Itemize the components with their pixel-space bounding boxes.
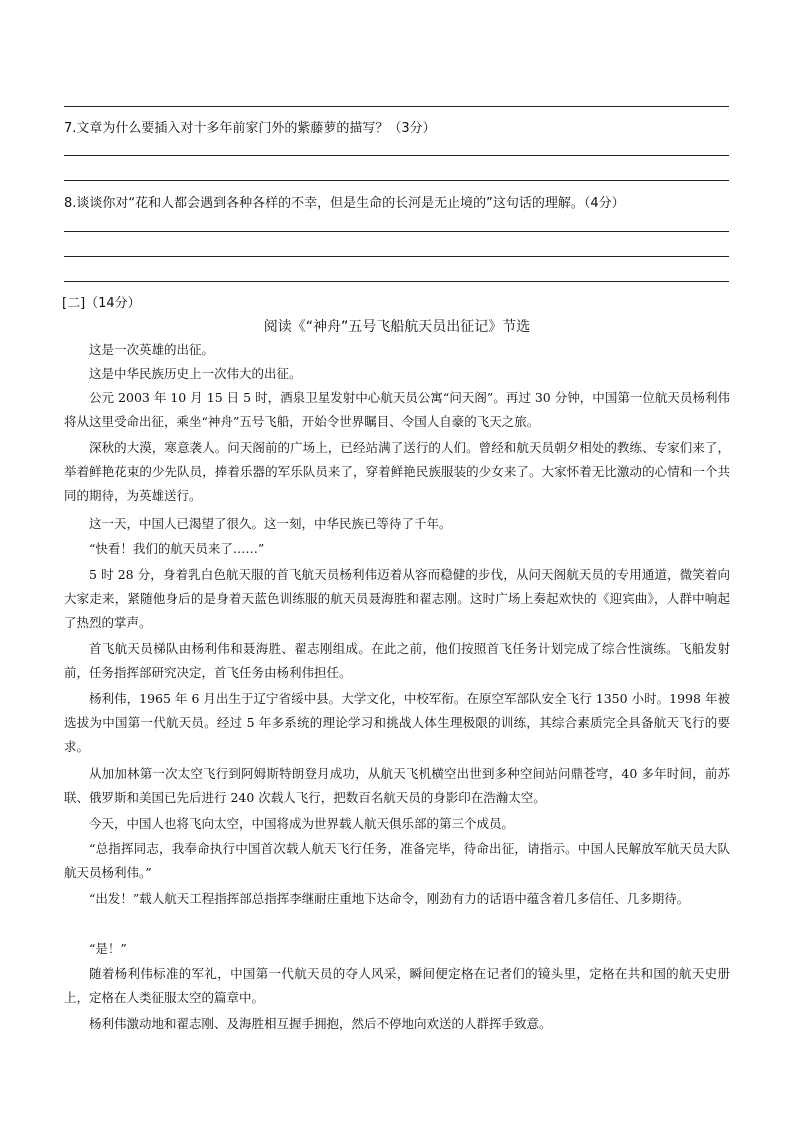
answer-line-5[interactable] — [64, 256, 729, 257]
passage-paragraph-15: 随着杨利伟标准的军礼，中国第一代航天员的夺人风采，瞬间便定格在记者们的镜头里，定格在共和国的航天史册上，定格在人类征服太空的篇章中。 — [64, 966, 730, 1005]
answer-line-1[interactable] — [64, 106, 729, 107]
answer-line-6[interactable] — [64, 281, 729, 282]
passage-title: 阅读《“神舟”五号飞船航天员出征记》节选 — [263, 319, 531, 335]
passage-paragraph-10: 从加加林第一次太空飞行到阿姆斯特朗登月成功，从航天飞机横空出世到多种空间站问鼎苍穹，40 多年时间，前苏联、俄罗斯和美国已先后进行 240 次载人飞行，把数百名航天员的身影印在浩瀚太空。 — [64, 766, 730, 805]
answer-line-4[interactable] — [64, 231, 729, 232]
passage-paragraph-12: “总指挥同志，我奉命执行中国首次载人航天飞行任务，准备完毕，待命出征，请指示。中国人民解放军航天员大队航天员杨利伟。” — [64, 841, 730, 880]
passage-paragraph-8: 首飞航天员梯队由杨利伟和聂海胜、翟志刚组成。在此之前，他们按照首飞任务计划完成了综合性演练。飞船发射前，任务指挥部研究决定，首飞任务由杨利伟担任。 — [64, 641, 730, 680]
passage-paragraph-4: 深秋的大漠，寒意袭人。问天阁前的广场上，已经站满了送行的人们。曾经和航天员朝夕相处的教练、专家们来了，举着鲜艳花束的少先队员，捧着乐器的军乐队员来了，穿着鲜艳民族服装的少女来了。大家怀着无比激动的心情和一个共同的期待，为英雄送行。 — [64, 440, 730, 503]
passage-paragraph-13: “出发！”载人航天工程指挥部总指挥李继耐庄重地下达命令，刚劲有力的话语中蕴含着几多信任、几多期待。 — [89, 891, 690, 906]
passage-paragraph-3: 公元 2003 年 10 月 15 日 5 时，酒泉卫星发射中心航天员公寓“问天阁”。再过 30 分钟，中国第一位航天员杨利伟将从这里受命出征，乘坐“神舟”五号飞船，开始令世界瞩目、令国人自豪的飞天之旅。 — [64, 390, 730, 429]
passage-paragraph-6: “快看！我们的航天员来了……” — [89, 541, 265, 556]
passage-paragraph-16: 杨利伟激动地和翟志刚、及海胜相互握手拥抱，然后不停地向欢送的人群挥手致意。 — [89, 1016, 552, 1031]
passage-paragraph-5: 这一天，中国人已渴望了很久。这一刻，中华民族已等待了千年。 — [89, 516, 452, 531]
section-label: [二]（14分） — [62, 296, 141, 311]
passage-paragraph-14: “是！” — [89, 941, 127, 956]
passage-paragraph-9: 杨利伟，1965 年 6 月出生于辽宁省绥中县。大学文化，中校军衔。在原空军部队安全飞行 1350 小时。1998 年被选拔为中国第一代航天员。经过 5 年多系统的理论学习和挑战人体生理极限的训练，其综合素质完全具备航天飞行的要求。 — [64, 691, 730, 754]
passage-paragraph-1: 这是一次英雄的出征。 — [89, 342, 215, 357]
question-8: 8.谈谈你对“花和人都会遇到各种各样的不幸，但是生命的长河是无止境的”这句话的理解。（4分） — [64, 196, 625, 211]
passage-paragraph-2: 这是中华民族历史上一次伟大的出征。 — [89, 366, 302, 381]
passage-paragraph-11: 今天，中国人也将飞向太空，中国将成为世界载人航天俱乐部的第三个成员。 — [89, 816, 515, 831]
answer-line-3[interactable] — [64, 180, 729, 181]
question-7: 7.文章为什么要插入对十多年前家门外的紫藤萝的描写？（3分） — [64, 121, 436, 136]
passage-paragraph-7: 5 时 28 分，身着乳白色航天服的首飞航天员杨利伟迈着从容而稳健的步伐，从问天阁航天员的专用通道，微笑着向大家走来，紧随他身后的是身着天蓝色训练服的航天员聂海胜和翟志刚。这时广场上奏起欢快的《迎宾曲》，人群中响起了热烈的掌声。 — [64, 567, 730, 630]
answer-line-2[interactable] — [64, 155, 729, 156]
